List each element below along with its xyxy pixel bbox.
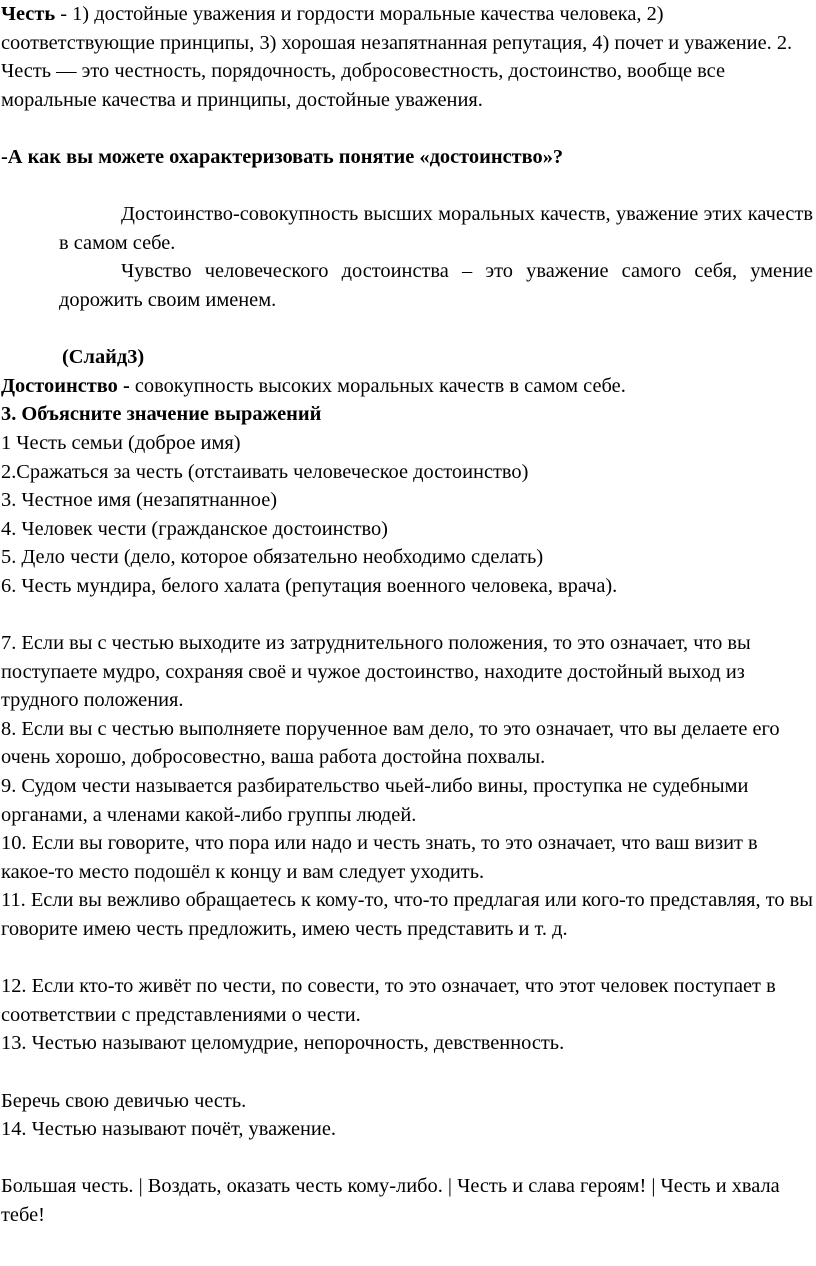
list-item: Беречь свою девичью честь. [1, 1089, 247, 1112]
list-item: 14. Честью называют почёт, уважение. [1, 1118, 336, 1141]
answer-paragraph: Чувство человеческого достоинства – это уважение самого себя, умение дорожить своим именем. [59, 260, 813, 311]
answer-paragraph: Достоинство-совокупность высших моральных качеств, уважение этих качеств в самом себе. [59, 203, 813, 254]
list-item: 7. Если вы с честью выходите из затруднительного положения, то это означает, что вы поступаете мудро, сохраняя своё и чужое достоинство, находите достойный выход из трудного положения. [1, 632, 751, 712]
list-item: 6. Честь мундира, белого халата (репутация военного человека, врача). [1, 574, 618, 597]
blank-line [1, 600, 813, 629]
list-item: 9. Судом чести называется разбирательство чьей-либо вины, проступка не судебными органами, а членами какой-либо группы людей. [1, 775, 749, 826]
list-item: 2.Сражаться за честь (отстаивать человеческое достоинство) [1, 460, 529, 483]
list-item: 10. Если вы говорите, что пора или надо и честь знать, то это означает, что ваш визит в какое-то место подошёл к концу и вам следует уходить. [1, 832, 758, 883]
honor-definition [1, 0, 813, 114]
task-heading: 3. Объясните значение выражений [1, 403, 322, 426]
blank-line [1, 944, 813, 973]
list-item: 8. Если вы с честью выполняете порученное вам дело, то это означает, что вы делаете его очень хорошо, добросовестно, ваша работа достойна похвалы. [1, 717, 780, 769]
answers-block [59, 200, 813, 314]
dignity-text: совокупность высоких моральных качеств в самом себе. [129, 374, 626, 397]
list-item: 4. Человек чести (гражданское достоинство) [1, 517, 388, 540]
blank-line [1, 1144, 813, 1173]
blank-line [1, 315, 813, 344]
document-page [1, 0, 813, 1230]
list-item: 1 Честь семьи (доброе имя) [1, 431, 241, 454]
list-item: 13. Честью называют целомудрие, непорочность, девственность. [1, 1032, 565, 1055]
list-item: 3. Честное имя (незапятнанное) [1, 489, 278, 512]
dignity-definition [1, 372, 813, 401]
dignity-term: Достоинство - [1, 374, 130, 397]
list-item: 5. Дело чести (дело, которое обязательно необходимо сделать) [1, 546, 544, 569]
examples-line: Большая честь. | Воздать, оказать честь кому-либо. | Честь и слава героям! | Честь и хвала тебе! [1, 1175, 780, 1226]
blank-line [1, 172, 813, 201]
list-item: 12. Если кто-то живёт по чести, по совести, то это означает, что этот человек поступает в соответствии с представлениями о чести. [1, 975, 776, 1026]
dignity-question: -А как вы можете охарактеризовать понятие «достоинство»? [1, 145, 564, 168]
blank-line [1, 114, 813, 143]
honor-term: Честь [1, 3, 56, 25]
slide-label: (Слайд3) [62, 346, 145, 369]
list-item: 11. Если вы вежливо обращаетесь к кому-то, что-то предлагая или кого-то представляя, то вы говорите имею честь предложить, имею честь представить и т. д. [1, 889, 814, 940]
honor-text: - 1) достойные уважения и гордости моральные качества человека, 2) соответствующие принципы, 3) хорошая незапятнанная репутация, 4) почет и уважение. 2. Честь — это честность, порядочность, добросовестность, достоинство, вообще все моральные качества и принципы, достойные уважения. [1, 3, 793, 111]
blank-line [1, 1058, 813, 1087]
